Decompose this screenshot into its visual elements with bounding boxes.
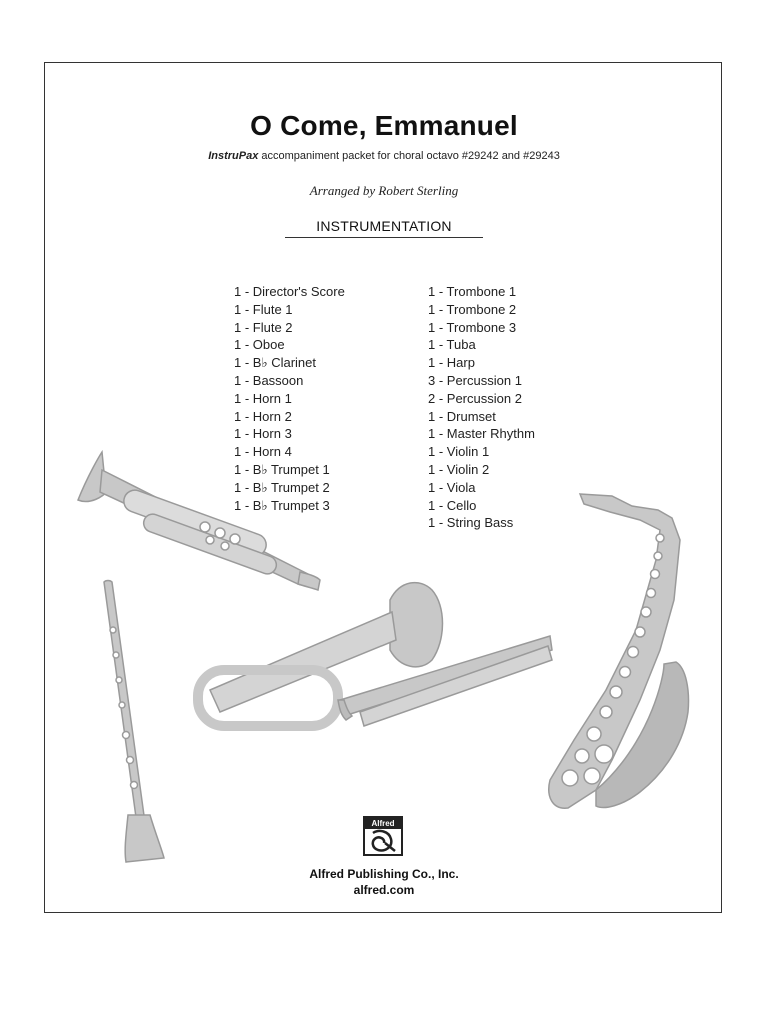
instrument-item: 1 - Trombone 2 xyxy=(428,301,517,317)
instrument-item: 1 - Trombone 1 xyxy=(428,284,517,299)
instrument-item: 1 - B♭ Trumpet 2 xyxy=(234,479,330,495)
page-title: O Come, Emmanuel xyxy=(250,110,518,141)
instrument-item: 1 - Trombone 3 xyxy=(428,319,517,335)
logo-mark xyxy=(365,829,401,854)
instrument-item: 1 - Violin 2 xyxy=(428,461,490,477)
instrument-item: 1 - Horn 4 xyxy=(234,444,292,460)
instrument-item: 3 - Percussion 1 xyxy=(428,372,522,388)
clarinet-icon xyxy=(104,581,164,863)
publisher-name: Alfred Publishing Co., Inc. xyxy=(309,867,459,881)
instrument-item: 2 - Percussion 2 xyxy=(428,390,522,406)
heading-rule xyxy=(285,237,483,238)
instrument-item: 1 - B♭ Trumpet 1 xyxy=(234,461,330,477)
subtitle-text: accompaniment packet for choral octavo #29242 and #29243 xyxy=(258,150,560,162)
instrument-item: 1 - Bassoon xyxy=(234,372,304,388)
trombone-icon xyxy=(198,583,552,726)
instrument-item: 1 - String Bass xyxy=(428,515,514,531)
subtitle-brand: InstruPax xyxy=(208,150,259,162)
instrument-item: 1 - Master Rhythm xyxy=(428,426,535,442)
instrument-item: 1 - Horn 2 xyxy=(234,408,292,424)
instrument-item: 1 - Drumset xyxy=(428,408,496,424)
publisher-website: alfred.com xyxy=(353,883,415,897)
instrument-list-left xyxy=(234,283,345,514)
instrument-item: 1 - Tuba xyxy=(428,337,476,353)
instrument-item: 1 - Viola xyxy=(428,479,476,495)
instrument-item: 1 - Flute 1 xyxy=(234,301,293,317)
instrument-item: 1 - B♭ Clarinet xyxy=(234,355,316,371)
instrument-item: 1 - Horn 3 xyxy=(234,426,292,442)
instrument-item: 1 - Oboe xyxy=(234,337,285,353)
logo-text: Alfred xyxy=(365,818,401,829)
instrument-item: 1 - Violin 1 xyxy=(428,444,490,460)
saxophone-icon xyxy=(549,494,689,808)
instrument-item: 1 - Harp xyxy=(428,355,475,371)
instrument-item: 1 - B♭ Trumpet 3 xyxy=(234,497,330,513)
instrument-item: 1 - Director's Score xyxy=(234,284,345,299)
instrument-item: 1 - Cello xyxy=(428,497,477,513)
instrument-list-right xyxy=(428,283,535,532)
instrument-item: 1 - Horn 1 xyxy=(234,390,292,406)
subtitle xyxy=(0,150,768,162)
instrument-item: 1 - Flute 2 xyxy=(234,319,293,335)
arranger-credit: Arranged by Robert Sterling xyxy=(309,183,459,198)
alfred-logo-icon xyxy=(363,816,403,856)
instrumentation-heading: INSTRUMENTATION xyxy=(316,218,452,234)
